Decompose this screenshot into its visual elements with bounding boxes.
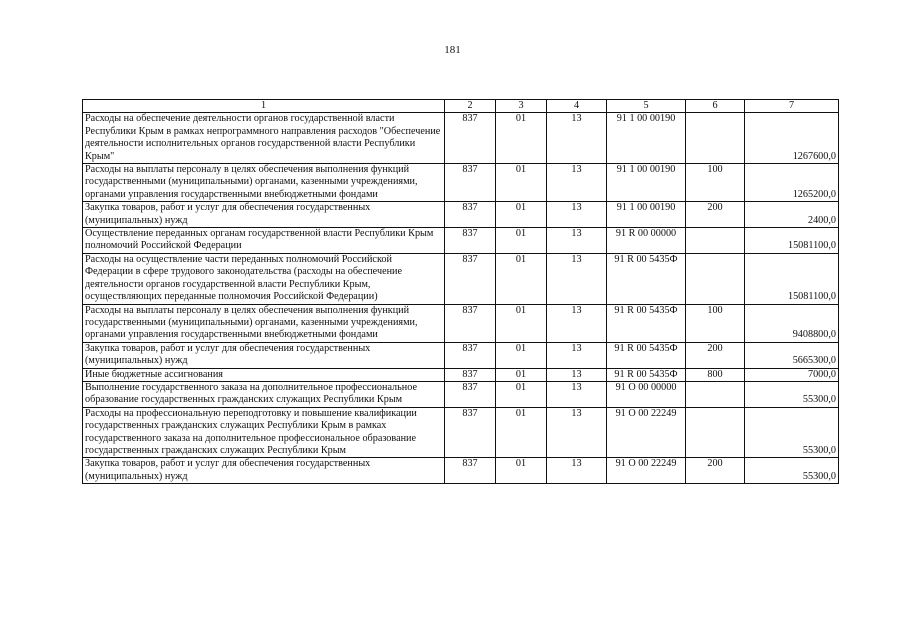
cell-section: 01 [496, 202, 547, 228]
cell-section: 01 [496, 304, 547, 342]
cell-code: 837 [445, 304, 496, 342]
table-row [83, 202, 839, 228]
column-header: 5 [607, 100, 686, 113]
cell-target-article: 91 R 00 5435Ф [607, 253, 686, 304]
cell-amount: 55300,0 [745, 407, 839, 458]
cell-code: 837 [445, 164, 496, 202]
page-number: 181 [444, 44, 461, 56]
row-name: Закупка товаров, работ и услуг для обеспечения государственных (муниципальных) нужд [83, 342, 445, 368]
cell-target-article: 91 R 00 00000 [607, 228, 686, 254]
cell-subsection: 13 [547, 228, 607, 254]
cell-expense-type [686, 253, 745, 304]
table-row [83, 381, 839, 407]
cell-expense-type: 200 [686, 342, 745, 368]
cell-section: 01 [496, 381, 547, 407]
cell-expense-type [686, 407, 745, 458]
cell-subsection: 13 [547, 368, 607, 381]
cell-amount: 55300,0 [745, 381, 839, 407]
cell-section: 01 [496, 164, 547, 202]
cell-amount: 15081100,0 [745, 253, 839, 304]
cell-expense-type: 100 [686, 164, 745, 202]
cell-target-article: 91 О 00 00000 [607, 381, 686, 407]
cell-subsection: 13 [547, 458, 607, 484]
cell-section: 01 [496, 368, 547, 381]
column-header: 1 [83, 100, 445, 113]
cell-amount: 2400,0 [745, 202, 839, 228]
row-name: Закупка товаров, работ и услуг для обеспечения государственных (муниципальных) нужд [83, 202, 445, 228]
cell-subsection: 13 [547, 407, 607, 458]
cell-section: 01 [496, 228, 547, 254]
cell-code: 837 [445, 368, 496, 381]
cell-expense-type [686, 228, 745, 254]
cell-target-article: 91 R 00 5435Ф [607, 368, 686, 381]
cell-code: 837 [445, 202, 496, 228]
cell-amount: 9408800,0 [745, 304, 839, 342]
cell-expense-type [686, 113, 745, 164]
table-row [83, 164, 839, 202]
cell-expense-type: 800 [686, 368, 745, 381]
table-row [83, 342, 839, 368]
column-header: 6 [686, 100, 745, 113]
table-row [83, 253, 839, 304]
row-name: Выполнение государственного заказа на дополнительное профессиональное образование государственных гражданских служащих Республики Крым [83, 381, 445, 407]
cell-subsection: 13 [547, 381, 607, 407]
cell-section: 01 [496, 253, 547, 304]
cell-code: 837 [445, 381, 496, 407]
row-name: Расходы на выплаты персоналу в целях обеспечения выполнения функций государственными (муниципальными) органами, казенными учреждениями, органами управления государственными внебюджетными фондами [83, 304, 445, 342]
cell-expense-type [686, 381, 745, 407]
cell-amount: 7000,0 [745, 368, 839, 381]
cell-target-article: 91 О 00 22249 [607, 407, 686, 458]
cell-subsection: 13 [547, 253, 607, 304]
row-name: Расходы на выплаты персоналу в целях обеспечения выполнения функций государственными (муниципальными) органами, казенными учреждениями, органами управления государственными внебюджетными фондами [83, 164, 445, 202]
cell-amount: 1267600,0 [745, 113, 839, 164]
cell-amount: 5665300,0 [745, 342, 839, 368]
column-header: 4 [547, 100, 607, 113]
row-name: Осуществление переданных органам государственной власти Республики Крым полномочий Российской Федерации [83, 228, 445, 254]
cell-expense-type: 200 [686, 458, 745, 484]
cell-subsection: 13 [547, 342, 607, 368]
cell-expense-type: 100 [686, 304, 745, 342]
cell-subsection: 13 [547, 304, 607, 342]
table-row [83, 113, 839, 164]
cell-amount: 55300,0 [745, 458, 839, 484]
cell-target-article: 91 О 00 22249 [607, 458, 686, 484]
cell-subsection: 13 [547, 164, 607, 202]
row-name: Иные бюджетные ассигнования [83, 368, 445, 381]
cell-amount: 1265200,0 [745, 164, 839, 202]
table-header-row [83, 100, 839, 113]
cell-expense-type: 200 [686, 202, 745, 228]
cell-code: 837 [445, 407, 496, 458]
row-name: Расходы на профессиональную переподготовку и повышение квалификации государственных гражданских служащих Республики Крым в рамках государственного заказа на дополнительное профессиональное образование государственных гражданских служащих Республики Крым [83, 407, 445, 458]
table-row [83, 304, 839, 342]
cell-section: 01 [496, 458, 547, 484]
cell-subsection: 13 [547, 113, 607, 164]
table-row [83, 407, 839, 458]
cell-section: 01 [496, 113, 547, 164]
cell-target-article: 91 R 00 5435Ф [607, 342, 686, 368]
column-header: 3 [496, 100, 547, 113]
cell-code: 837 [445, 342, 496, 368]
table-row [83, 458, 839, 484]
budget-table [82, 99, 839, 484]
column-header: 2 [445, 100, 496, 113]
cell-code: 837 [445, 253, 496, 304]
row-name: Закупка товаров, работ и услуг для обеспечения государственных (муниципальных) нужд [83, 458, 445, 484]
cell-target-article: 91 1 00 00190 [607, 113, 686, 164]
cell-section: 01 [496, 342, 547, 368]
cell-target-article: 91 1 00 00190 [607, 202, 686, 228]
table-row [83, 228, 839, 254]
table-row [83, 368, 839, 381]
cell-amount: 15081100,0 [745, 228, 839, 254]
cell-code: 837 [445, 228, 496, 254]
cell-target-article: 91 R 00 5435Ф [607, 304, 686, 342]
column-header: 7 [745, 100, 839, 113]
cell-code: 837 [445, 458, 496, 484]
row-name: Расходы на осуществление части переданных полномочий Российской Федерации в сфере трудового законодательства (расходы на обеспечение деятельности органов государственной власти Республики Крым, осуществляющих переданные полномочия Российской Федерации) [83, 253, 445, 304]
cell-subsection: 13 [547, 202, 607, 228]
row-name: Расходы на обеспечение деятельности органов государственной власти Республики Крым в рамках непрограммного направления расходов "Обеспечение деятельности исполнительных органов государственной власти Республики Крым" [83, 113, 445, 164]
cell-code: 837 [445, 113, 496, 164]
cell-target-article: 91 1 00 00190 [607, 164, 686, 202]
cell-section: 01 [496, 407, 547, 458]
